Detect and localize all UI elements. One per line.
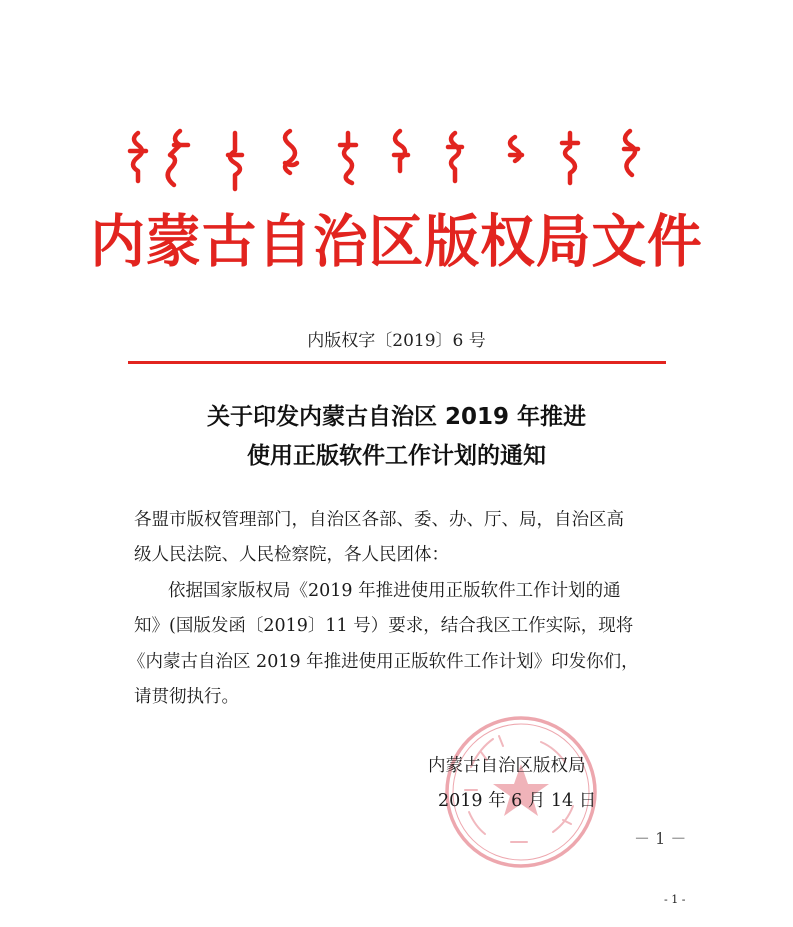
document-number: 内版权字〔2019〕6 号 — [307, 331, 486, 351]
body-line: 依据国家版权局《2019 年推进使用正版软件工作计划的通 — [168, 581, 621, 601]
signing-date: 2019 年 6 月 14 日 — [438, 791, 597, 811]
mongolian-script-header — [110, 125, 670, 195]
body-line: 级人民法院、人民检察院，各人民团体： — [134, 545, 449, 565]
notice-title-line-1: 关于印发内蒙古自治区 2019 年推进 — [206, 404, 587, 430]
page-number: － 1 － — [634, 829, 687, 848]
body-line: 知》(国版发函〔2019〕11 号）要求，结合我区工作实际，现将 — [134, 616, 634, 636]
signing-organization: 内蒙古自治区版权局 — [428, 756, 586, 776]
issuing-office-title: 内蒙古自治区版权局文件 — [90, 209, 703, 275]
body-line: 请贯彻执行。 — [134, 687, 239, 707]
body-line: 《内蒙古自治区 2019 年推进使用正版软件工作计划》印发你们， — [128, 652, 639, 672]
red-divider-rule — [128, 361, 666, 364]
page-number-small: - 1 - — [664, 893, 686, 906]
body-line: 各盟市版权管理部门，自治区各部、委、办、厅、局，自治区高 — [134, 510, 624, 530]
notice-title-line-2: 使用正版软件工作计划的通知 — [247, 443, 546, 469]
